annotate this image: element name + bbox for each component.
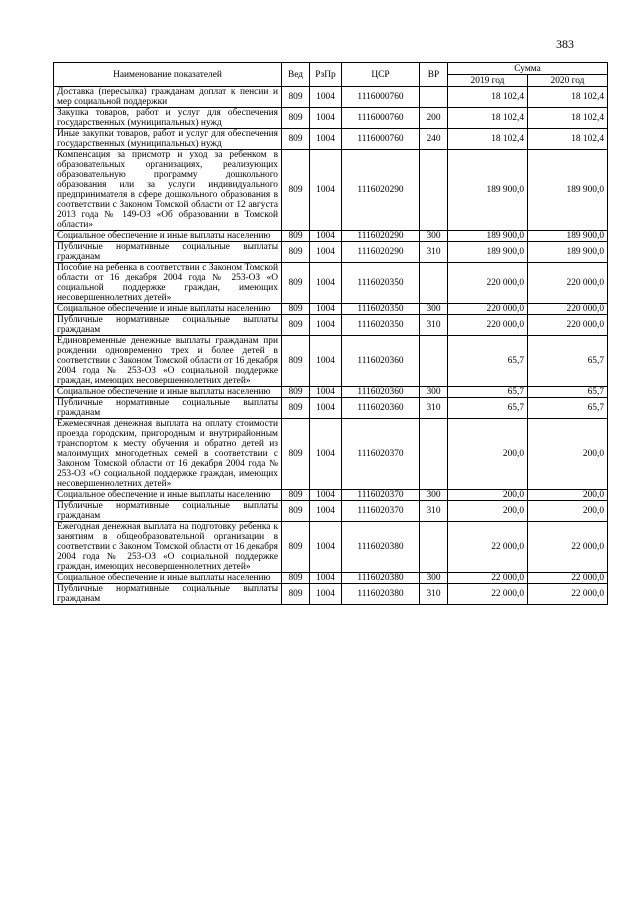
row-ved-cell: 809 bbox=[282, 387, 310, 398]
row-rzpr-cell: 1004 bbox=[310, 304, 342, 315]
row-ved-cell: 809 bbox=[282, 231, 310, 242]
row-rzpr-cell: 1004 bbox=[310, 231, 342, 242]
row-2019-cell: 220 000,0 bbox=[448, 304, 528, 315]
row-ved-cell: 809 bbox=[282, 573, 310, 584]
row-vr-cell: 300 bbox=[420, 231, 448, 242]
row-name-cell: Ежемесячная денежная выплата на оплату стоимости проезда городским, пригородным и внутрирайонным транспортом к месту обучения и обратно детей из малоимущих многодетных семей в соответствии с Законом Томской области от 16 декабря 2004 года № 253-ОЗ «О социальной поддержке граждан, имеющих несовершеннолетних детей» bbox=[54, 419, 282, 490]
row-ved-cell: 809 bbox=[282, 150, 310, 231]
table-row bbox=[54, 87, 608, 108]
row-vr-cell: 240 bbox=[420, 129, 448, 150]
row-rzpr-cell: 1004 bbox=[310, 336, 342, 387]
row-csr-cell: 1116000760 bbox=[342, 87, 420, 108]
row-2020-cell: 22 000,0 bbox=[528, 573, 608, 584]
row-csr-cell: 1116020380 bbox=[342, 584, 420, 605]
row-2020-cell: 18 102,4 bbox=[528, 108, 608, 129]
row-csr-cell: 1116000760 bbox=[342, 129, 420, 150]
row-ved-cell: 809 bbox=[282, 584, 310, 605]
row-2019-cell: 189 900,0 bbox=[448, 242, 528, 263]
row-2019-cell: 200,0 bbox=[448, 501, 528, 522]
row-csr-cell: 1116020370 bbox=[342, 419, 420, 490]
row-csr-cell: 1116020370 bbox=[342, 501, 420, 522]
row-csr-cell: 1116020350 bbox=[342, 315, 420, 336]
row-name-cell: Публичные нормативные социальные выплаты гражданам bbox=[54, 315, 282, 336]
row-2020-cell: 189 900,0 bbox=[528, 150, 608, 231]
table-row bbox=[54, 242, 608, 263]
row-csr-cell: 1116000760 bbox=[342, 108, 420, 129]
row-ved-cell: 809 bbox=[282, 129, 310, 150]
row-2019-cell: 22 000,0 bbox=[448, 522, 528, 573]
row-2020-cell: 65,7 bbox=[528, 336, 608, 387]
row-2019-cell: 18 102,4 bbox=[448, 108, 528, 129]
header-2020: 2020 год bbox=[528, 75, 608, 87]
row-2019-cell: 189 900,0 bbox=[448, 231, 528, 242]
row-vr-cell bbox=[420, 87, 448, 108]
row-csr-cell: 1116020360 bbox=[342, 398, 420, 419]
row-csr-cell: 1116020350 bbox=[342, 304, 420, 315]
row-vr-cell bbox=[420, 522, 448, 573]
row-csr-cell: 1116020360 bbox=[342, 387, 420, 398]
table-row bbox=[54, 398, 608, 419]
table-row bbox=[54, 419, 608, 490]
row-name-cell: Социальное обеспечение и иные выплаты населению bbox=[54, 573, 282, 584]
row-2019-cell: 65,7 bbox=[448, 398, 528, 419]
table-row bbox=[54, 501, 608, 522]
row-name-cell: Компенсация за присмотр и уход за ребенком в образовательных организациях, реализующих образовательную программу дошкольного образования или за услуги индивидуального предпринимателя в сфере дошкольного образования в соответствии с Законом Томской области от 12 августа 2013 года № 149-ОЗ «Об образовании в Томской области» bbox=[54, 150, 282, 231]
row-name-cell: Иные закупки товаров, работ и услуг для обеспечения государственных (муниципальных) нужд bbox=[54, 129, 282, 150]
table-row bbox=[54, 584, 608, 605]
row-csr-cell: 1116020290 bbox=[342, 150, 420, 231]
table-row bbox=[54, 522, 608, 573]
row-name-cell: Публичные нормативные социальные выплаты гражданам bbox=[54, 242, 282, 263]
table-row bbox=[54, 304, 608, 315]
row-2020-cell: 18 102,4 bbox=[528, 87, 608, 108]
row-name-cell: Публичные нормативные социальные выплаты гражданам bbox=[54, 584, 282, 605]
row-rzpr-cell: 1004 bbox=[310, 87, 342, 108]
row-vr-cell: 310 bbox=[420, 315, 448, 336]
row-name-cell: Социальное обеспечение и иные выплаты населению bbox=[54, 231, 282, 242]
row-ved-cell: 809 bbox=[282, 336, 310, 387]
row-2020-cell: 22 000,0 bbox=[528, 522, 608, 573]
header-csr: ЦСР bbox=[342, 63, 420, 87]
row-ved-cell: 809 bbox=[282, 304, 310, 315]
row-csr-cell: 1116020290 bbox=[342, 242, 420, 263]
row-rzpr-cell: 1004 bbox=[310, 419, 342, 490]
row-name-cell: Социальное обеспечение и иные выплаты населению bbox=[54, 304, 282, 315]
row-2020-cell: 65,7 bbox=[528, 387, 608, 398]
row-vr-cell: 310 bbox=[420, 584, 448, 605]
row-name-cell: Публичные нормативные социальные выплаты гражданам bbox=[54, 398, 282, 419]
row-name-cell: Социальное обеспечение и иные выплаты населению bbox=[54, 490, 282, 501]
row-2019-cell: 22 000,0 bbox=[448, 573, 528, 584]
table-row bbox=[54, 336, 608, 387]
table-row bbox=[54, 263, 608, 304]
row-rzpr-cell: 1004 bbox=[310, 522, 342, 573]
row-csr-cell: 1116020380 bbox=[342, 522, 420, 573]
row-2020-cell: 22 000,0 bbox=[528, 584, 608, 605]
row-ved-cell: 809 bbox=[282, 315, 310, 336]
row-2020-cell: 18 102,4 bbox=[528, 129, 608, 150]
row-vr-cell bbox=[420, 336, 448, 387]
row-rzpr-cell: 1004 bbox=[310, 150, 342, 231]
row-2020-cell: 189 900,0 bbox=[528, 242, 608, 263]
row-ved-cell: 809 bbox=[282, 419, 310, 490]
row-2019-cell: 200,0 bbox=[448, 419, 528, 490]
row-2019-cell: 200,0 bbox=[448, 490, 528, 501]
row-vr-cell: 310 bbox=[420, 398, 448, 419]
row-2019-cell: 18 102,4 bbox=[448, 87, 528, 108]
budget-table bbox=[53, 62, 608, 605]
row-rzpr-cell: 1004 bbox=[310, 501, 342, 522]
row-2020-cell: 220 000,0 bbox=[528, 304, 608, 315]
row-name-cell: Пособие на ребенка в соответствии с Законом Томской области от 16 декабря 2004 года № 253-ОЗ «О социальной поддержке граждан, имеющих несовершеннолетних детей» bbox=[54, 263, 282, 304]
row-name-cell: Единовременные денежные выплаты гражданам при рождении одновременно трех и более детей в соответствии с Законом Томской области от 16 декабря 2004 года № 253-ОЗ «О социальной поддержке граждан, имеющих несовершеннолетних детей» bbox=[54, 336, 282, 387]
row-ved-cell: 809 bbox=[282, 398, 310, 419]
row-csr-cell: 1116020350 bbox=[342, 263, 420, 304]
row-rzpr-cell: 1004 bbox=[310, 573, 342, 584]
table-row bbox=[54, 108, 608, 129]
row-2020-cell: 65,7 bbox=[528, 398, 608, 419]
header-rzpr: РзПр bbox=[310, 63, 342, 87]
row-rzpr-cell: 1004 bbox=[310, 490, 342, 501]
row-ved-cell: 809 bbox=[282, 522, 310, 573]
row-rzpr-cell: 1004 bbox=[310, 315, 342, 336]
row-rzpr-cell: 1004 bbox=[310, 584, 342, 605]
row-ved-cell: 809 bbox=[282, 501, 310, 522]
row-vr-cell: 200 bbox=[420, 108, 448, 129]
table-row bbox=[54, 150, 608, 231]
row-name-cell: Закупка товаров, работ и услуг для обеспечения государственных (муниципальных) нужд bbox=[54, 108, 282, 129]
row-2019-cell: 22 000,0 bbox=[448, 584, 528, 605]
row-2019-cell: 220 000,0 bbox=[448, 263, 528, 304]
row-rzpr-cell: 1004 bbox=[310, 108, 342, 129]
row-2019-cell: 189 900,0 bbox=[448, 150, 528, 231]
row-vr-cell bbox=[420, 419, 448, 490]
row-2020-cell: 200,0 bbox=[528, 490, 608, 501]
row-2019-cell: 18 102,4 bbox=[448, 129, 528, 150]
row-csr-cell: 1116020380 bbox=[342, 573, 420, 584]
header-ved: Вед bbox=[282, 63, 310, 87]
table-row bbox=[54, 129, 608, 150]
row-name-cell: Публичные нормативные социальные выплаты гражданам bbox=[54, 501, 282, 522]
row-vr-cell: 310 bbox=[420, 501, 448, 522]
row-vr-cell bbox=[420, 150, 448, 231]
row-ved-cell: 809 bbox=[282, 242, 310, 263]
table-row bbox=[54, 490, 608, 501]
row-vr-cell: 300 bbox=[420, 573, 448, 584]
row-csr-cell: 1116020290 bbox=[342, 231, 420, 242]
row-csr-cell: 1116020360 bbox=[342, 336, 420, 387]
table-row bbox=[54, 315, 608, 336]
table-row bbox=[54, 231, 608, 242]
row-2020-cell: 200,0 bbox=[528, 501, 608, 522]
row-rzpr-cell: 1004 bbox=[310, 263, 342, 304]
row-ved-cell: 809 bbox=[282, 490, 310, 501]
row-vr-cell: 300 bbox=[420, 304, 448, 315]
row-rzpr-cell: 1004 bbox=[310, 242, 342, 263]
page-number: 383 bbox=[556, 37, 574, 51]
row-2019-cell: 220 000,0 bbox=[448, 315, 528, 336]
row-ved-cell: 809 bbox=[282, 263, 310, 304]
row-2020-cell: 200,0 bbox=[528, 419, 608, 490]
header-sum: Сумма bbox=[448, 63, 608, 75]
row-rzpr-cell: 1004 bbox=[310, 129, 342, 150]
row-2019-cell: 65,7 bbox=[448, 387, 528, 398]
row-name-cell: Социальное обеспечение и иные выплаты населению bbox=[54, 387, 282, 398]
row-rzpr-cell: 1004 bbox=[310, 398, 342, 419]
row-2020-cell: 189 900,0 bbox=[528, 231, 608, 242]
row-ved-cell: 809 bbox=[282, 87, 310, 108]
row-vr-cell: 300 bbox=[420, 387, 448, 398]
row-csr-cell: 1116020370 bbox=[342, 490, 420, 501]
header-name: Наименование показателей bbox=[54, 63, 282, 87]
table-body bbox=[54, 87, 608, 605]
row-name-cell: Ежегодная денежная выплата на подготовку ребенка к занятиям в общеобразовательной организации в соответствии с Законом Томской области от 16 декабря 2004 года № 253-ОЗ «О социальной поддержке граждан, имеющих несовершеннолетних детей» bbox=[54, 522, 282, 573]
row-vr-cell bbox=[420, 263, 448, 304]
row-2020-cell: 220 000,0 bbox=[528, 315, 608, 336]
row-2020-cell: 220 000,0 bbox=[528, 263, 608, 304]
row-name-cell: Доставка (пересылка) гражданам доплат к пенсии и мер социальной поддержки bbox=[54, 87, 282, 108]
row-rzpr-cell: 1004 bbox=[310, 387, 342, 398]
row-vr-cell: 310 bbox=[420, 242, 448, 263]
header-2019: 2019 год bbox=[448, 75, 528, 87]
row-2019-cell: 65,7 bbox=[448, 336, 528, 387]
table-row bbox=[54, 573, 608, 584]
row-vr-cell: 300 bbox=[420, 490, 448, 501]
table-row bbox=[54, 387, 608, 398]
row-ved-cell: 809 bbox=[282, 108, 310, 129]
header-vr: ВР bbox=[420, 63, 448, 87]
